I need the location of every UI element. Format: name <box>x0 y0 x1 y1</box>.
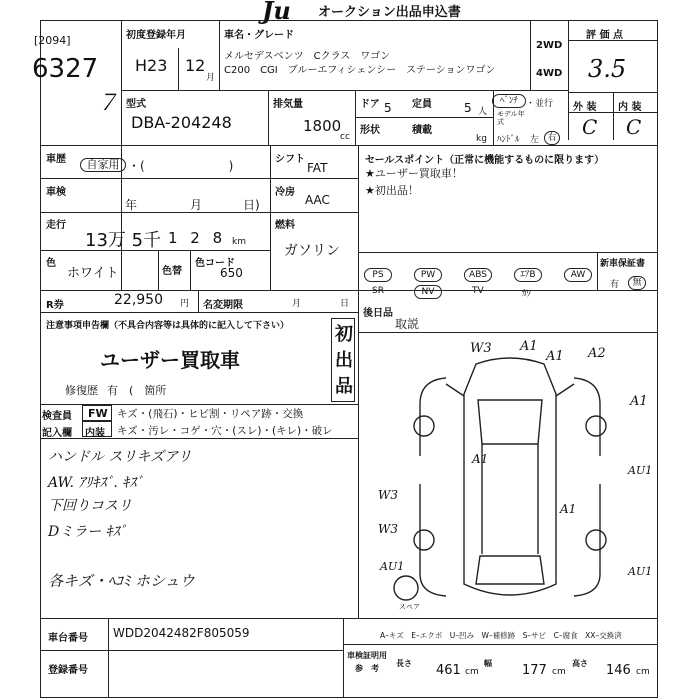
inspection-year: 年 <box>125 198 138 212</box>
chassis-label: 車台番号 <box>48 633 88 644</box>
shape-label: 形状 <box>360 125 380 136</box>
later-label: 後日品 <box>363 308 393 319</box>
doors-label: ドア <box>360 99 380 110</box>
later-value: 取説 <box>395 317 420 331</box>
equip-aw: AW <box>564 268 592 282</box>
damage-mark-front-center: A1 <box>520 339 538 354</box>
equip-leather: ｶﾜ <box>522 289 532 299</box>
chassis-number: WDD2042482F805059 <box>113 626 250 640</box>
fuel-label: 燃料 <box>275 220 295 231</box>
sales-item-1: ★ユーザー買取車！ <box>365 167 463 180</box>
repair-history-value: 有 ( 箇所 <box>107 384 167 397</box>
model-line1: メルセデスベンツ Cクラス ワゴン <box>224 51 391 62</box>
note-1: ハンドル スリキズアリ <box>48 449 192 465</box>
car-damage-diagram <box>360 334 656 618</box>
length-label: 長さ <box>396 659 412 668</box>
seat-sep: ・並行 <box>526 99 554 109</box>
lot-number: 6327 <box>32 54 99 84</box>
equip-nv: NV <box>414 285 442 299</box>
dims-ref-label: 参 考 <box>355 664 379 673</box>
inspection-day: 日) <box>243 198 260 212</box>
fw-text: キズ・(飛石)・ヒビ割・リペア跡・交換 <box>117 408 304 420</box>
plate-label: 登録番号 <box>48 665 88 676</box>
capacity-value: 5 <box>464 101 472 115</box>
score-label: 評 価 点 <box>586 30 623 41</box>
equip-abs: ABS <box>464 268 492 282</box>
width-unit: cm <box>552 667 566 677</box>
exterior-label: 外 装 <box>573 102 597 113</box>
damage-mark-left-rear: AU1 <box>380 560 405 573</box>
note-4: Dミラー ｷｽﾞ <box>48 524 127 540</box>
shift-value: FAT <box>307 161 328 175</box>
score-value: 3.5 <box>588 55 627 83</box>
recycle-label: R券 <box>46 300 64 311</box>
equip-ps: PS <box>364 268 392 282</box>
spare-label: スペア <box>399 603 420 611</box>
ac-value: AAC <box>305 193 330 207</box>
mileage-label: 走行 <box>46 220 66 231</box>
fuel-value: ガソリン <box>284 243 340 259</box>
load-label: 積載 <box>412 125 432 136</box>
recycle-value: 22,950 <box>114 292 163 308</box>
interior-label: 内 装 <box>618 102 642 113</box>
inspector-label-1: 検査員 <box>42 411 72 422</box>
handle-left: 左 <box>530 135 540 145</box>
lot-mark: ７ <box>96 91 119 116</box>
handle-label: ﾊﾝﾄﾞﾙ <box>497 135 520 145</box>
width-label: 幅 <box>484 659 492 668</box>
color-change-label: 色替 <box>162 266 182 277</box>
color-code: 650 <box>220 266 243 280</box>
ac-label: 冷房 <box>275 187 295 198</box>
warranty-yes: 有 <box>610 280 620 290</box>
first-reg-era: H23 <box>135 56 168 75</box>
displacement-label: 排気量 <box>273 99 303 110</box>
damage-mark-left-door-1: W3 <box>378 488 398 502</box>
int-text: キズ・汚レ・コゲ・穴・(スレ)・(キレ)・破レ <box>117 425 333 437</box>
name-change-month: 月 <box>292 299 302 309</box>
history-label: 車歴 <box>46 154 66 165</box>
exterior-grade: C <box>582 115 598 139</box>
lot-code: [2094] <box>34 34 71 47</box>
mileage-value: 13万 5千 <box>85 230 162 251</box>
color-value: ホワイト <box>67 266 119 281</box>
inspection-label: 車検 <box>46 187 66 198</box>
damage-mark-roof: A1 <box>560 502 577 516</box>
drive-2wd: 2WD <box>536 40 563 51</box>
type-label: 型式 <box>126 99 146 110</box>
damage-legend: A–キズ E–エクボ U–凹み W–補修跡 S–サビ C–腐食 XX–交換済 <box>380 631 622 640</box>
model-year-label: モデル年式 <box>497 110 525 126</box>
note-2: AW. ｱﾘｷｽﾞ. ｷｽﾞ <box>48 475 144 491</box>
mileage-digits: 1 2 8 <box>168 229 227 247</box>
inspector-label-2: 記入欄 <box>42 428 72 439</box>
length-value: 461 <box>436 663 461 678</box>
interior-grade: C <box>626 115 642 139</box>
warranty-no-badge: 無 <box>628 276 646 290</box>
equip-tv: TV <box>472 286 484 296</box>
damage-mark-front-left: W3 <box>470 341 492 356</box>
name-change-label: 名変期限 <box>203 300 243 311</box>
equip-pw: PW <box>414 268 442 282</box>
mileage-unit: km <box>232 237 246 247</box>
history-value: 自家用 <box>80 158 126 172</box>
drive-4wd: 4WD <box>536 68 563 79</box>
color-code-label: 色コード <box>195 258 235 269</box>
sales-label: セールスポイント（正常に機能するものに限ります） <box>365 155 605 166</box>
note-5: 各キズ・ﾍｺﾐ ホシュウ <box>48 572 195 590</box>
displacement-value: 1800 <box>303 117 342 135</box>
first-reg-month: 12 <box>185 56 206 75</box>
name-change-day: 日 <box>340 299 350 309</box>
capacity-unit: 人 <box>478 107 488 117</box>
fw-label: FW <box>88 407 108 420</box>
height-label: 高さ <box>572 659 588 668</box>
note-3: 下回りコスリ <box>48 498 132 514</box>
first-reg-label: 初度登録年月 <box>126 30 186 41</box>
damage-mark-right-door: AU1 <box>628 464 653 477</box>
model-line2: C200 CGI ブルーエフィシェンシー ステーションワゴン <box>224 65 496 76</box>
seat-bench-badge: ﾍﾞﾝﾁ <box>492 94 526 108</box>
sales-item-2: ★初出品！ <box>365 184 419 197</box>
history-paren: ・( ) <box>128 159 234 173</box>
damage-mark-front-right-2: A2 <box>588 346 606 361</box>
damage-mark-left-door-2: W3 <box>378 522 398 536</box>
int-label: 内装 <box>85 428 105 439</box>
color-label: 色 <box>46 258 56 269</box>
height-unit: cm <box>636 667 650 677</box>
length-unit: cm <box>465 667 479 677</box>
damage-mark-rear: A1 <box>472 452 489 466</box>
width-value: 177 <box>522 663 547 678</box>
equip-sr: SR <box>372 286 384 296</box>
equip-airbag: ｴｱB <box>514 268 542 282</box>
notice-text: ユーザー買取車 <box>100 348 240 372</box>
load-unit: kg <box>476 134 487 144</box>
displacement-unit: cc <box>340 132 350 142</box>
damage-mark-right-rear: AU1 <box>628 565 653 578</box>
damage-mark-front-right-1: A1 <box>546 349 564 364</box>
repair-history-label: 修復歴 <box>65 384 98 397</box>
shift-label: シフト <box>275 154 305 165</box>
first-reg-month-unit: 月 <box>206 73 216 83</box>
capacity-label: 定員 <box>412 99 432 110</box>
type-value: DBA-204248 <box>131 113 232 132</box>
first-listing-text: 初出品 <box>335 324 353 397</box>
model-label: 車名・グレード <box>224 30 294 41</box>
doors-value: 5 <box>384 101 392 115</box>
inspection-month: 月 <box>190 198 203 212</box>
notice-label: 注意事項申告欄（不具合内容等は具体的に記入して下さい） <box>46 321 290 331</box>
handle-right-badge: 右 <box>544 131 560 145</box>
warranty-label: 新車保証書 <box>600 259 646 269</box>
height-value: 146 <box>606 663 631 678</box>
form-title: オークション出品申込書 <box>318 5 461 20</box>
recycle-unit: 円 <box>180 299 190 309</box>
dims-cert-label: 車検証明用 <box>347 651 387 660</box>
damage-mark-right-fender: A1 <box>630 394 648 409</box>
logo: Ju <box>262 0 291 25</box>
